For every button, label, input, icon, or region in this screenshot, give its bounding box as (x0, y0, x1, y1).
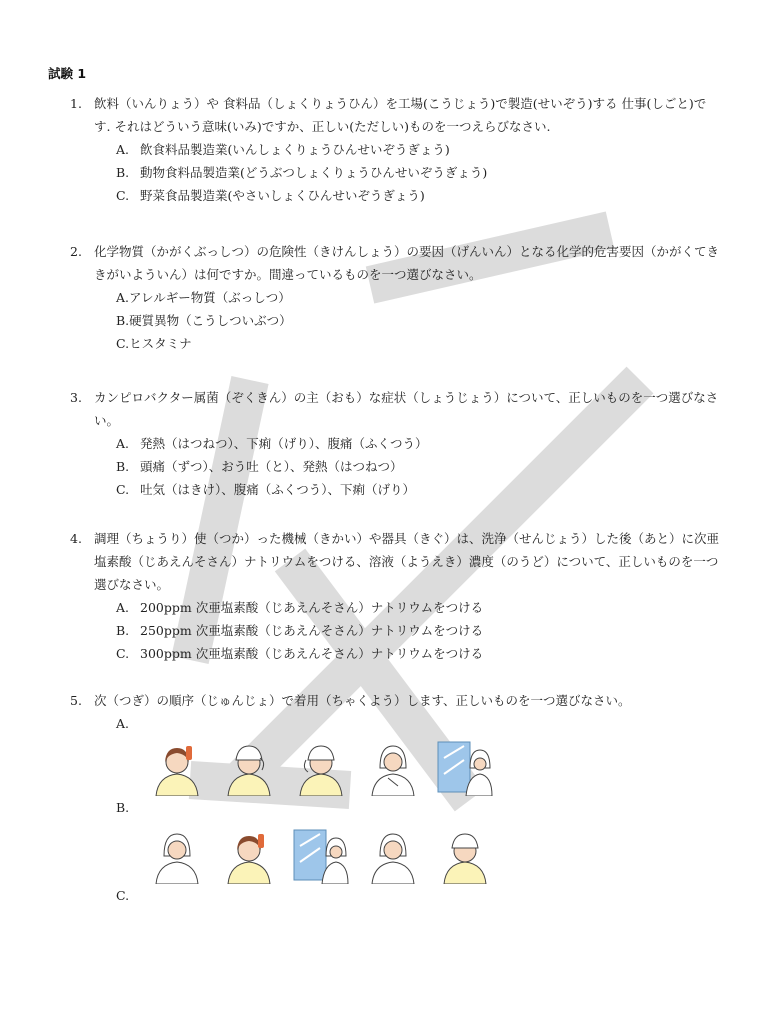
figure-row-b (148, 826, 494, 884)
brushing-hair-figure (220, 826, 278, 884)
option-c[interactable]: C. 吐気（はきけ）、腹痛（ふくつう）、下痢（げり） (116, 482, 416, 497)
hooded-worker-figure (148, 826, 206, 884)
option-a[interactable]: A. (116, 716, 130, 731)
option-c[interactable]: C. (116, 888, 130, 903)
mirror-check-figure (436, 738, 494, 796)
question-number: 1. (70, 96, 82, 111)
hooded-worker-figure (364, 826, 422, 884)
option-b[interactable]: B.硬質異物（こうしついぶつ） (116, 313, 292, 328)
question-number: 4. (70, 531, 82, 546)
figure-row-a (148, 738, 494, 796)
option-b[interactable]: B. 250ppm 次亜塩素酸（じあえんそさん）ナトリウムをつける (116, 623, 484, 638)
option-a[interactable]: A. 飲食料品製造業(いんしょくりょうひんせいぞうぎょう) (116, 142, 450, 157)
option-c[interactable]: C. 300ppm 次亜塩素酸（じあえんそさん）ナトリウムをつける (116, 646, 484, 661)
option-b[interactable]: B. 動物食料品製造業(どうぶつしょくりょうひんせいぞうぎょう) (116, 165, 488, 180)
question-number: 2. (70, 244, 82, 259)
option-b[interactable]: B. (116, 800, 130, 815)
option-c[interactable]: C.ヒスタミナ (116, 336, 192, 351)
putting-on-cap-figure (220, 738, 278, 796)
option-b[interactable]: B. 頭痛（ずつ）、おう吐（と）、発熱（はつねつ） (116, 459, 403, 474)
question-stem: 飲料（いんりょう）や 食料品（しょくりょうひん）を工場(こうじょう)で製造(せいぞう)する 仕事(しごと)です. それはどういう意味(いみ)ですか、正しい(ただしい)ものを一つえらびなさい. (94, 96, 707, 134)
question-stem: カンピロバクター属菌（ぞくきん）の主（おも）な症状（しょうじょう）について、正しいものを一つ選びなさい。 (94, 390, 719, 428)
question-stem: 次（つぎ）の順序（じゅんじょ）で着用（ちゃくよう）します、正しいものを一つ選びなさい。 (94, 693, 631, 708)
question-stem: 調理（ちょうり）使（つか）った機械（きかい）や器具（きぐ）は、洗浄（せんじょう）した後（あと）に次亜塩素酸（じあえんそさん）ナトリウムをつける、溶液（ようえき）濃度（のうど）について、正しいものを一つ選びなさい。 (94, 531, 720, 592)
option-list (116, 138, 720, 207)
question-2 (70, 240, 720, 355)
question-stem: 化学物質（かがくぶっしつ）の危険性（きけんしょう）の要因（げんいん）となる化学的危害要因（かがくてききがいよういん）は何ですか。間違っているものを一つ選びなさい。 (94, 244, 720, 282)
option-a[interactable]: A.アレルギー物質（ぶっしつ） (116, 290, 291, 305)
exam-title: 試験 1 (48, 66, 87, 81)
option-list (116, 286, 720, 355)
putting-on-cap-figure (436, 826, 494, 884)
mirror-check-figure (292, 826, 350, 884)
question-number: 3. (70, 390, 82, 405)
hooded-worker-figure (364, 738, 422, 796)
question-number: 5. (70, 693, 82, 708)
option-list (116, 432, 720, 501)
question-3 (70, 386, 720, 501)
adjusting-cap-figure (292, 738, 350, 796)
option-a[interactable]: A. 発熱（はつねつ）、下痢（げり）、腹痛（ふくつう） (116, 436, 428, 451)
brushing-hair-figure (148, 738, 206, 796)
question-5 (70, 689, 720, 712)
question-1 (70, 92, 720, 207)
option-c[interactable]: C. 野菜食品製造業(やさいしょくひんせいぞうぎょう) (116, 188, 425, 203)
question-4 (70, 527, 720, 665)
option-list (116, 596, 720, 665)
option-a[interactable]: A. 200ppm 次亜塩素酸（じあえんそさん）ナトリウムをつける (116, 600, 484, 615)
